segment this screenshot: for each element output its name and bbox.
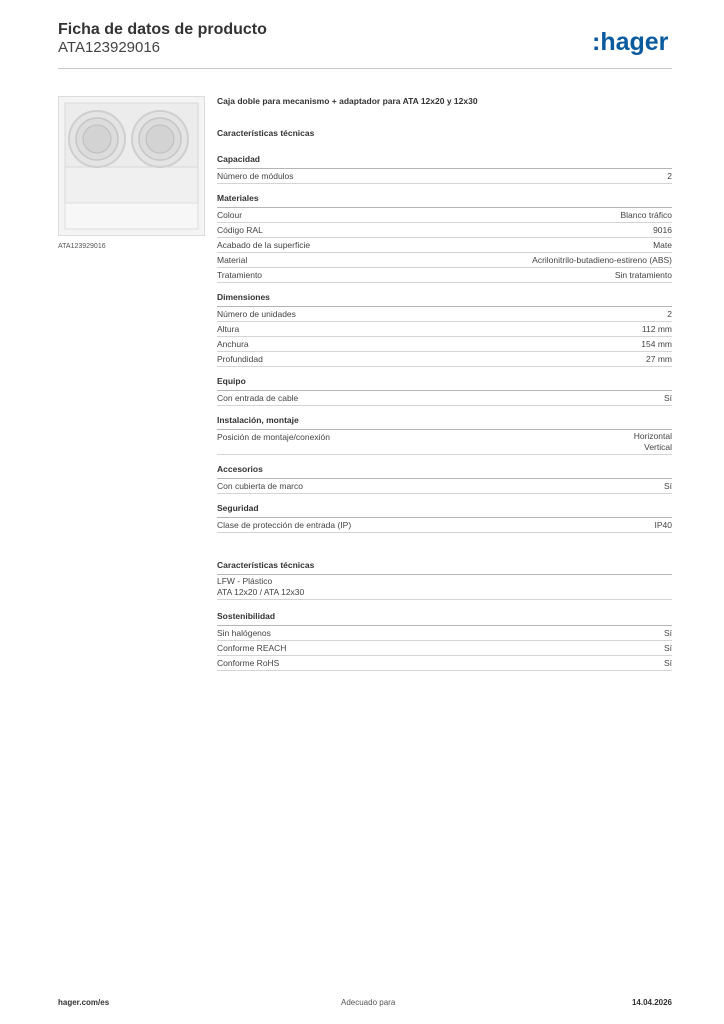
row-label: Anchura <box>217 339 249 349</box>
row-value: Sí <box>663 628 672 638</box>
section-title: Características técnicas <box>217 560 315 570</box>
row-label: Conforme REACH <box>217 643 287 653</box>
row-value: 2 <box>667 309 672 319</box>
section-title: Seguridad <box>217 503 259 513</box>
section-title: Accesorios <box>217 464 263 474</box>
row-label: Clase de protección de entrada (IP) <box>217 520 352 530</box>
product-image <box>58 96 205 236</box>
spec-heading: Características técnicas <box>217 128 315 138</box>
hager-logo <box>592 28 682 58</box>
row-label: Material <box>217 255 248 265</box>
section-title: Materiales <box>217 193 259 203</box>
spec-row <box>217 641 672 656</box>
footer-website[interactable]: hager.com/es <box>58 998 110 1007</box>
row-value: Sí <box>663 658 672 668</box>
row-value: Blanco tráfico <box>620 210 672 220</box>
row-label: Conforme RoHS <box>217 658 280 668</box>
row-label: Número de módulos <box>217 171 294 181</box>
spec-row <box>217 352 672 367</box>
row-value: 2 <box>667 171 672 181</box>
row-label: Altura <box>217 324 240 334</box>
spec-section <box>217 192 672 283</box>
product-description: Caja doble para mecanismo + adaptador para ATA 12x20 y 12x30 <box>217 96 478 106</box>
sustainability-section <box>217 610 672 671</box>
tech-line: LFW - Plástico <box>217 576 273 586</box>
row-value: Mate <box>653 240 672 250</box>
spec-row <box>217 268 672 283</box>
spec-row <box>217 169 672 184</box>
row-label: Con entrada de cable <box>217 393 299 403</box>
spec-section <box>217 414 672 455</box>
spec-section <box>217 502 672 533</box>
spec-row <box>217 307 672 322</box>
spec-section <box>217 375 672 406</box>
spec-row <box>217 656 672 671</box>
row-value: 27 mm <box>646 354 672 364</box>
spec-row <box>217 518 672 533</box>
spec-row <box>217 626 672 641</box>
row-value: 112 mm <box>641 324 672 334</box>
row-label: Número de unidades <box>217 309 296 319</box>
row-value: 154 mm <box>641 339 672 349</box>
section-title: Instalación, montaje <box>217 415 299 425</box>
logo-text: :hager <box>592 28 669 56</box>
spec-row <box>217 322 672 337</box>
row-label: Sin halógenos <box>217 628 271 638</box>
row-value: IP40 <box>654 520 672 530</box>
row-label: Acabado de la superficie <box>217 240 311 250</box>
spec-sections <box>217 153 672 533</box>
row-label: Código RAL <box>217 225 263 235</box>
row-value: Sí <box>663 481 672 491</box>
spec-row <box>217 253 672 268</box>
row-value: 9016 <box>653 225 672 235</box>
header-divider <box>58 68 672 69</box>
section-title: Equipo <box>217 376 246 386</box>
spec-row <box>217 238 672 253</box>
row-value: Sin tratamiento <box>614 270 672 280</box>
product-reference: ATA123929016 <box>58 39 161 56</box>
tech-line: ATA 12x20 / ATA 12x30 <box>217 587 305 597</box>
row-value-line: Vertical <box>644 442 672 452</box>
image-caption: ATA123929016 <box>58 243 106 250</box>
section-title: Sostenibilidad <box>217 611 276 621</box>
row-label: Con cubierta de marco <box>217 481 303 491</box>
spec-row <box>217 223 672 238</box>
spec-row <box>217 479 672 494</box>
row-label: Tratamiento <box>217 270 263 280</box>
footer-date: 14.04.2026 <box>631 998 672 1007</box>
spec-section <box>217 153 672 184</box>
row-value: Sí <box>663 393 672 403</box>
spec-section <box>217 291 672 367</box>
spec-row <box>217 337 672 352</box>
row-label: Profundidad <box>217 354 263 364</box>
row-label: Posición de montaje/conexión <box>217 432 330 442</box>
section-title: Capacidad <box>217 154 260 164</box>
row-value <box>634 431 672 453</box>
spec-sheet <box>217 95 672 679</box>
footer-note: Adecuado para <box>341 998 396 1007</box>
row-value: Acrilonitrilo-butadieno-estireno (ABS) <box>532 255 672 265</box>
spec-row <box>217 208 672 223</box>
spec-section <box>217 463 672 494</box>
spec-row <box>217 430 672 455</box>
section-title: Dimensiones <box>217 292 270 302</box>
tech-section <box>217 559 672 600</box>
row-value-line: Horizontal <box>633 431 672 441</box>
spec-row <box>217 391 672 406</box>
row-value: Sí <box>663 643 672 653</box>
tech-block <box>217 575 672 600</box>
page-title: Ficha de datos de producto <box>58 21 267 38</box>
row-label: Colour <box>217 210 243 220</box>
